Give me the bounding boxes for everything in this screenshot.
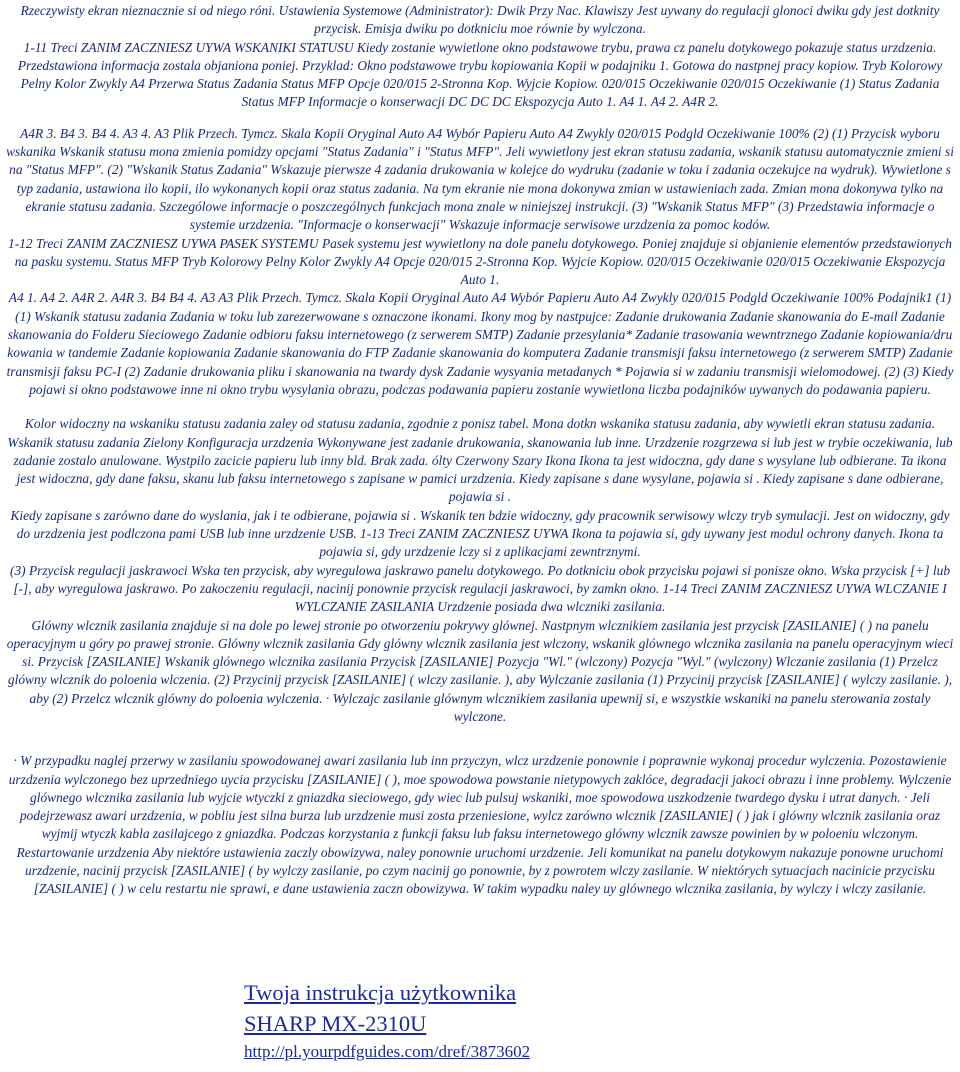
paragraph-data-icons: Kiedy zapisane s zarówno dane do wyslania, jak i te odbierane, pojawia si . Wskanik ten bdzie widoczny, gdy pracownik serwisowy wlczy tryb symulacji. Jest on widoczny, gdy do urzdzenia jest podlczona pami USB lub inne urzdzenie USB. 1-13 Treci ZANIM ZACZNIESZ UYWA Ikona ta pojawia si, gdy uywany jest modul ochrony danych. Ikona ta pojawia si, gdy urzdzenie lczy si z aplikacjami zewntrznymi. [10,507,950,560]
source-url-link[interactable]: http://pl.yourpdfguides.com/dref/3873602 [244,1042,531,1061]
paragraph-power-switches: Glówny wlcznik zasilania znajduje si na dole po lewej stronie po otworzeniu pokrywy glównej. Nastpnym wlcznikiem zasilania jest przycisk [ZASILANIE] ( ) na panelu operacyjnym u góry po prawej stronie. Glówny wlcznik zasilania Gdy glówny wlcznik zasilania jest wlczony, wskanik glównego wlcznika zasilania na panelu operacyjnym wieci si. Przycisk [ZASILANIE] Wskanik glównego wlcznika zasilania Przycisk [ZASILANIE] Pozycja "Wl." (wlczony) Pozycja "Wyl." (wylczony) Wlczanie zasilania (1) Przelcz glówny wlcznik do poloenia wlczenia. (2) Przycinij przycisk [ZASILANIE] ( wlczy zasilanie. ), aby Wylczanie zasilania (1) Przycinij przycisk [ZASILANIE] ( wylczy zasilanie. ), aby (2) Przelcz wlcznik glówny do poloenia wylczenia. · Wylczajc zasilanie glównym wlcznikiem zasilania upewnij si, e wszystkie wskaniki na panelu sterowania zostaly wylczone. [6,617,954,724]
paragraph-job-icons: A4 1. A4 2. A4R 2. A4R 3. B4 B4 4. A3 A3 Plik Przech. Tymcz. Skala Kopii Oryginal Auto A4 Wybór Papieru Auto A4 Zwykly 020/015 Podgld Oczekiwanie 100% Podajnik1 (1) (1) Wskanik statusu zadania Zadania w toku lub zarezerwowane s oznaczone ikonami. Ikony mog by nastpujce: Zadanie drukowania Zadanie skanowania do E-mail Zadanie skanowania do Folderu Sieciowego Zadanie odbioru faksu internetowego (z serwerem SMTP) Zadanie przesylania* Zadanie trasowania wewntrznego Zadanie kopiowania/dru kowania w tandemie Zadanie kopiowania Zadanie skanowania do FTP Zadanie skanowania do komputera Zadanie transmisji faksu internetowego (z serwerem SMTP) Zadanie transmisji faksu PC-I (2) Zadanie drukowania pliku i skanowania na twardy dysk Zadanie wysyania metadanych * Pojawia si w zadaniu transmisji wielomodowej. (2) (3) Kiedy pojawi si okno podstawowe inne ni okno trybu wysylania obrazu, podczas podawania papieru zostanie wywietlona liczba podajników uywanych do podawania papieru. [6,290,954,397]
paragraph-status-indicators: 1-11 Treci ZANIM ZACZNIESZ UYWA WSKANIKI STATUSU Kiedy zostanie wywietlone okno podstawowe trybu, prawa cz panelu dotykowego pokazuje status urzdzenia. Przedstawiona informacja zostala objaniona poniej. Przyklad: Okno podstawowe trybu kopiowania Kopii w podajniku 1. Gotowa do nastpnej pracy kopiow. Tryb Kolorowy Pelny Kolor Zwykly A4 Przerwa Status Zadania Status MFP Opcje 020/015 2-Stronna Kop. Wyjcie Kopiow. 020/015 Oczekiwanie 020/015 Oczekiwanie (1) Status Zadania Status MFP Informacje o konserwacji DC DC DC Ekspozycja Auto 1. A4 1. A4 2. A4R 2. [17,39,943,110]
model-link[interactable]: SHARP MX-2310U [244,1011,427,1036]
manual-title-link[interactable]: Twoja instrukcja użytkownika [244,980,517,1005]
paragraph-status-colors: Kolor widoczny na wskaniku statusu zadania zaley od statusu zadania, zgodnie z ponisz tabel. Mona dotkn wskanika statusu zadania, aby wywietli ekran statusu zadania. Wskanik statusu zadania Zielony Konfiguracja urzdzenia Wykonywane jest zadanie drukowania, skanowania lub inne. Urzdzenie rozgrzewa si lub jest w trybie oczekiwania, lub zadanie zostalo anulowane. Wystpilo zacicie papieru lub inny bld. Brak zada. ólty Czerwony Szary Ikona Ikona ta jest widoczna, gdy dane s wysylane lub odbierane. Ta ikona jest widoczna, gdy dane faksu, skanu lub faksu internetowego s zapisane w pamici urzdzenia. Kiedy zapisane s dane wysylane, pojawia si . Kiedy zapisane s dane odbierane, pojawia si . [7,416,953,505]
document-body [4,2,956,899]
paragraph-brightness: (3) Przycisk regulacji jaskrawoci Wska ten przycisk, aby wyregulowa jaskrawo panelu dotykowego. Po dotkniciu obok przycisku pojawi si ponisze okno. Wska przycisk [+] lub [-], aby wyregulowa jaskrawo. Po zakoczeniu regulacji, nacinij ponownie przycisk regulacji jaskrawoci, by zamkn okno. 1-14 Treci ZANIM ZACZNIESZ UYWA WLCZANIE I WYLCZANIE ZASILANIA Urzdzenie posiada dwa wlczniki zasilania. [9,562,951,615]
footer-links [244,977,530,1065]
paragraph-status-details: A4R 3. B4 3. B4 4. A3 4. A3 Plik Przech. Tymcz. Skala Kopii Oryginal Auto A4 Wybór Papieru Auto A4 Zwykly 020/015 Podgld Oczekiwanie 100% (2) (1) Przycisk wyboru wskanika Wskanik statusu mona zmienia pomidzy opcjami "Status Zadania" i "Status MFP". Jeli wywietlony jest ekran statusu zadania, wskanik statusu automatycznie zmieni si na "Status MFP". (2) "Wskanik Status Zadania" Wskazuje pierwsze 4 zadania drukowania w kolejce do wydruku (zadanie w toku i zadania oczekujce na wydruk). Wywietlone s typ zadania, ustawiona ilo kopii, ilo wykonanych kopii oraz status zadania. Na tym ekranie nie mona dokonywa zmian w ustawieniach zada. Zmian mona dokonywa tylko na ekranie statusu zadania. Szczególowe informacje o poszczególnych funkcjach mona znale w niniejszej instrukcji. (3) "Wskanik Status MFP" (3) Przedstawia informacje o systemie urzdzenia. "Informacje o konserwacji" Wskazuje informacje serwisowe urzdzenia za pomoc kodów. [6,125,954,233]
paragraph-power-failure: · W przypadku naglej przerwy w zasilaniu spowodowanej awari zasilania lub inn przyczyn, wlcz urzdzenie ponownie i poprawnie wykonaj procedur wylczenia. Pozostawienie urzdzenia wylczonego bez uprzedniego uycia przycisku [ZASILANIE] ( ), moe spowodowa powstanie nietypowych zaklóce, degradacji jakoci obrazu i inne problemy. Wylczenie glównego wlcznika zasilania lub wyjcie wtyczki z gniazdka sieciowego, gdy wiec lub pulsuj wskaniki, moe spowodowa uszkodzenie twardego dysku i utrat danych. · Jeli podejrzewasz awari urzdzenia, w pobliu jest silna burza lub urzdzenie musi zosta przeniesione, wylcz zarówno wlcznik [ZASILANIE] ( ) jak i glówny wlcznik zasilania oraz wyjmij wtyczk kabla zasilajcego z gniazdka. Podczas korzystania z funkcji faksu lub faksu internetowego glówny wlcznik zawsze powinien by w poloeniu wlczonym. Restartowanie urzdzenia Aby niektóre ustawienia zaczly obowizywa, naley ponownie uruchomi urzdzenie. Jeli komunikat na panelu dotykowym nakazuje ponowne uruchomi urzdzenie, nacinij przycisk [ZASILANIE] ( by wylczy zasilanie, po czym nacinij go ponownie, by z powrotem wlczy zasilanie. W niektórych sytuacjach nacinicie przycisku [ZASILANIE] ( ) w celu restartu nie sprawi, e dane ustawienia zaczn obowizywa. W takim wypadku naley uy glównego wlcznika zasilania, by wylczy i wlczy zasilanie. [8,753,952,897]
paragraph-intro: Rzeczywisty ekran nieznacznie si od niego róni. Ustawienia Systemowe (Administrator): Dwik Przy Nac. Klawiszy Jest uywany do regulacji glonoci dwiku gdy jest dotknity przycisk. Emisja dwiku po dotkniciu moe równie by wylczona. [20,3,940,37]
paragraph-system-bar: 1-12 Treci ZANIM ZACZNIESZ UYWA PASEK SYSTEMU Pasek systemu jest wywietlony na dole panelu dotykowego. Poniej znajduje si objanienie elementów przedstawionych na pasku systemu. Status MFP Tryb Kolorowy Pelny Kolor Zwykly A4 Opcje 020/015 2-Stronna Kop. Wyjcie Kopiow. 020/015 Oczekiwanie 020/015 Oczekiwanie Ekspozycja Auto 1. [8,235,952,288]
